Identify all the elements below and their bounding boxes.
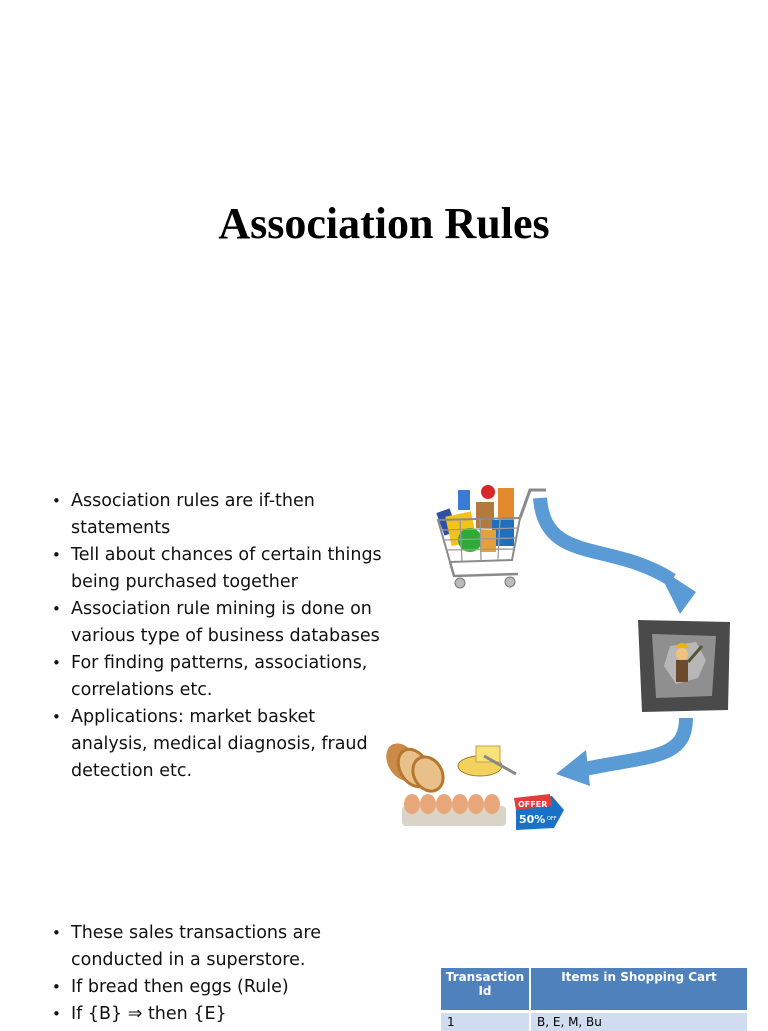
table-row [441, 1012, 747, 1031]
bullet-item: • Tell about chances of certain things being purchased together [52, 542, 392, 596]
shopping-cart-icon [436, 485, 546, 588]
eggs-icon [402, 794, 506, 826]
column-header-items: Items in Shopping Cart [530, 968, 747, 1012]
bullet-item: • Applications: market basket analysis, medical diagnosis, fraud detection etc. [52, 704, 392, 785]
discount-label: 50% [519, 813, 545, 826]
flow-arrow-icon [556, 718, 686, 786]
bullet-list-example [52, 920, 412, 1028]
butter-icon [458, 746, 516, 776]
column-header-transaction-id: Transaction Id [441, 968, 530, 1012]
transactions-table [441, 968, 747, 1031]
slide-title: Association Rules [0, 198, 768, 249]
market-basket-illustration [380, 470, 768, 850]
flow-arrow-icon [540, 498, 696, 614]
bullet-list-definition [52, 488, 392, 785]
cell-items: B, E, M, Bu [530, 1012, 747, 1031]
bullet-item: • Association rule mining is done on various type of business databases [52, 596, 392, 650]
offer-tag-icon [514, 794, 564, 830]
bullet-item: • For finding patterns, associations, correlations etc. [52, 650, 392, 704]
discount-suffix: OFF [547, 816, 557, 822]
bullet-item: • If bread then eggs (Rule) [52, 974, 412, 1001]
offer-label: OFFER [518, 800, 547, 809]
data-miner-icon [634, 616, 732, 718]
bread-icon [380, 738, 449, 797]
bullet-item: • These sales transactions are conducted in a superstore. [52, 920, 412, 974]
table-header-row [441, 968, 747, 1012]
bullet-item: • If {B} ⇒ then {E} [52, 1001, 412, 1028]
bullet-item: • Association rules are if-then statements [52, 488, 392, 542]
cell-transaction-id: 1 [441, 1012, 530, 1031]
